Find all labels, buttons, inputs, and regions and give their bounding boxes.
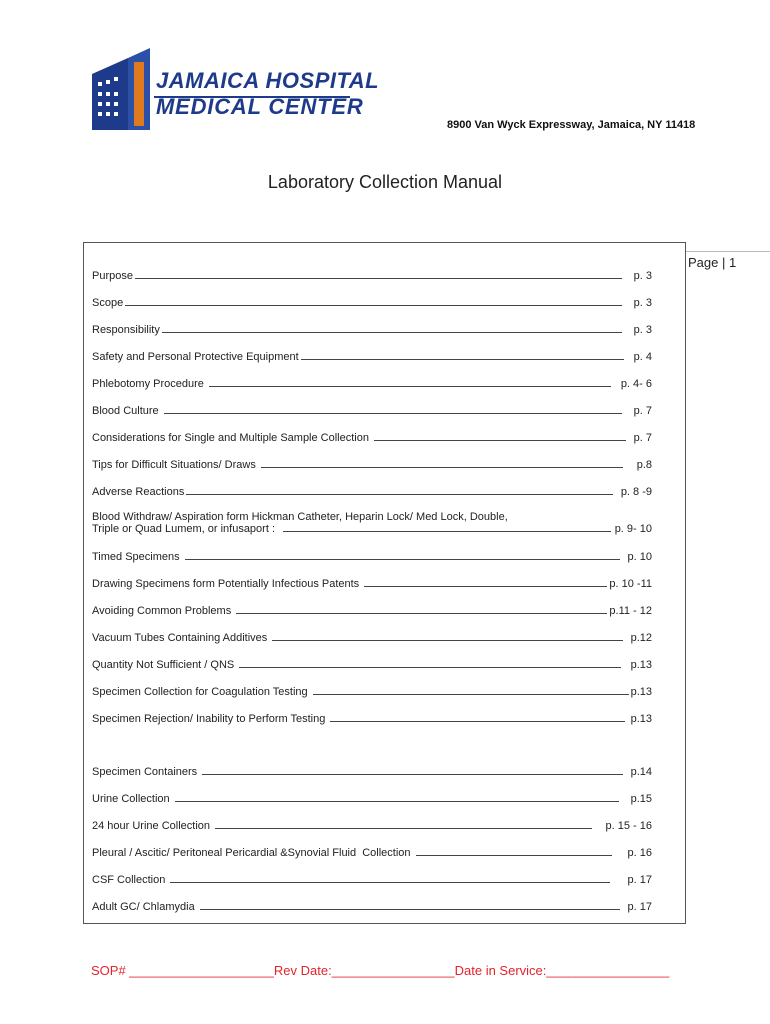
toc-entry: Safety and Personal Protective Equipment p. 4	[92, 351, 652, 363]
toc-entry: Urine Collection p.15	[92, 793, 652, 805]
toc-entry: Scope p. 3	[92, 297, 652, 309]
toc-entry: Responsibility p. 3	[92, 324, 652, 336]
toc-entry: Adverse Reactions p. 8 -9	[92, 486, 652, 498]
toc-entry: Drawing Specimens form Potentially Infectious Patents p. 10 -11	[92, 578, 652, 590]
logo-line-2: MEDICAL CENTER	[156, 94, 364, 119]
logo-line-1: JAMAICA HOSPITAL	[156, 68, 380, 93]
toc-entry: Avoiding Common Problems p.11 - 12	[92, 605, 652, 617]
page-number: Page | 1	[688, 255, 737, 270]
toc-entry: CSF Collection p. 17	[92, 874, 652, 886]
toc-entry: Specimen Rejection/ Inability to Perform Testing p.13	[92, 713, 652, 725]
table-of-contents	[83, 242, 686, 924]
toc-entry: Tips for Difficult Situations/ Draws p.8	[92, 459, 652, 471]
toc-entry: Specimen Containers p.14	[92, 766, 652, 778]
toc-entry: Phlebotomy Procedure p. 4- 6	[92, 378, 652, 390]
toc-entry-line-1: Blood Withdraw/ Aspiration form Hickman Catheter, Heparin Lock/ Med Lock, Double,	[92, 511, 508, 523]
document-title: Laboratory Collection Manual	[267, 172, 503, 192]
toc-entry	[92, 511, 652, 535]
toc-entry-line-2: Triple or Quad Lumem, or infusaport : p. 9- 10	[92, 523, 652, 535]
toc-entry: Specimen Collection for Coagulation Testing p.13	[92, 686, 652, 698]
toc-entry: 24 hour Urine Collection p. 15 - 16	[92, 820, 652, 832]
date-in-service-field: Date in Service:_________________	[454, 963, 670, 978]
toc-entry: Purpose p. 3	[92, 270, 652, 282]
toc-entry: Vacuum Tubes Containing Additives p.12	[92, 632, 652, 644]
sop-footer	[91, 963, 669, 978]
hospital-address: 8900 Van Wyck Expressway, Jamaica, NY 11418	[447, 119, 696, 131]
rev-date-field: Rev Date:_________________	[273, 963, 455, 978]
toc-entry: Quantity Not Sufficient / QNS p.13	[92, 659, 652, 671]
toc-entry: Timed Specimens p. 10	[92, 551, 652, 563]
toc-entry: Pleural / Ascitic/ Peritoneal Pericardial &Synovial Fluid Collection p. 16	[92, 847, 652, 859]
toc-entry: Blood Culture p. 7	[92, 405, 652, 417]
toc-entry: Adult GC/ Chlamydia p. 17	[92, 901, 652, 913]
sop-field: SOP# ____________________	[91, 963, 274, 978]
logo-wordmark	[156, 70, 379, 118]
page-header-rule	[686, 251, 770, 252]
toc-entry: Considerations for Single and Multiple Sample Collection p. 7	[92, 432, 652, 444]
